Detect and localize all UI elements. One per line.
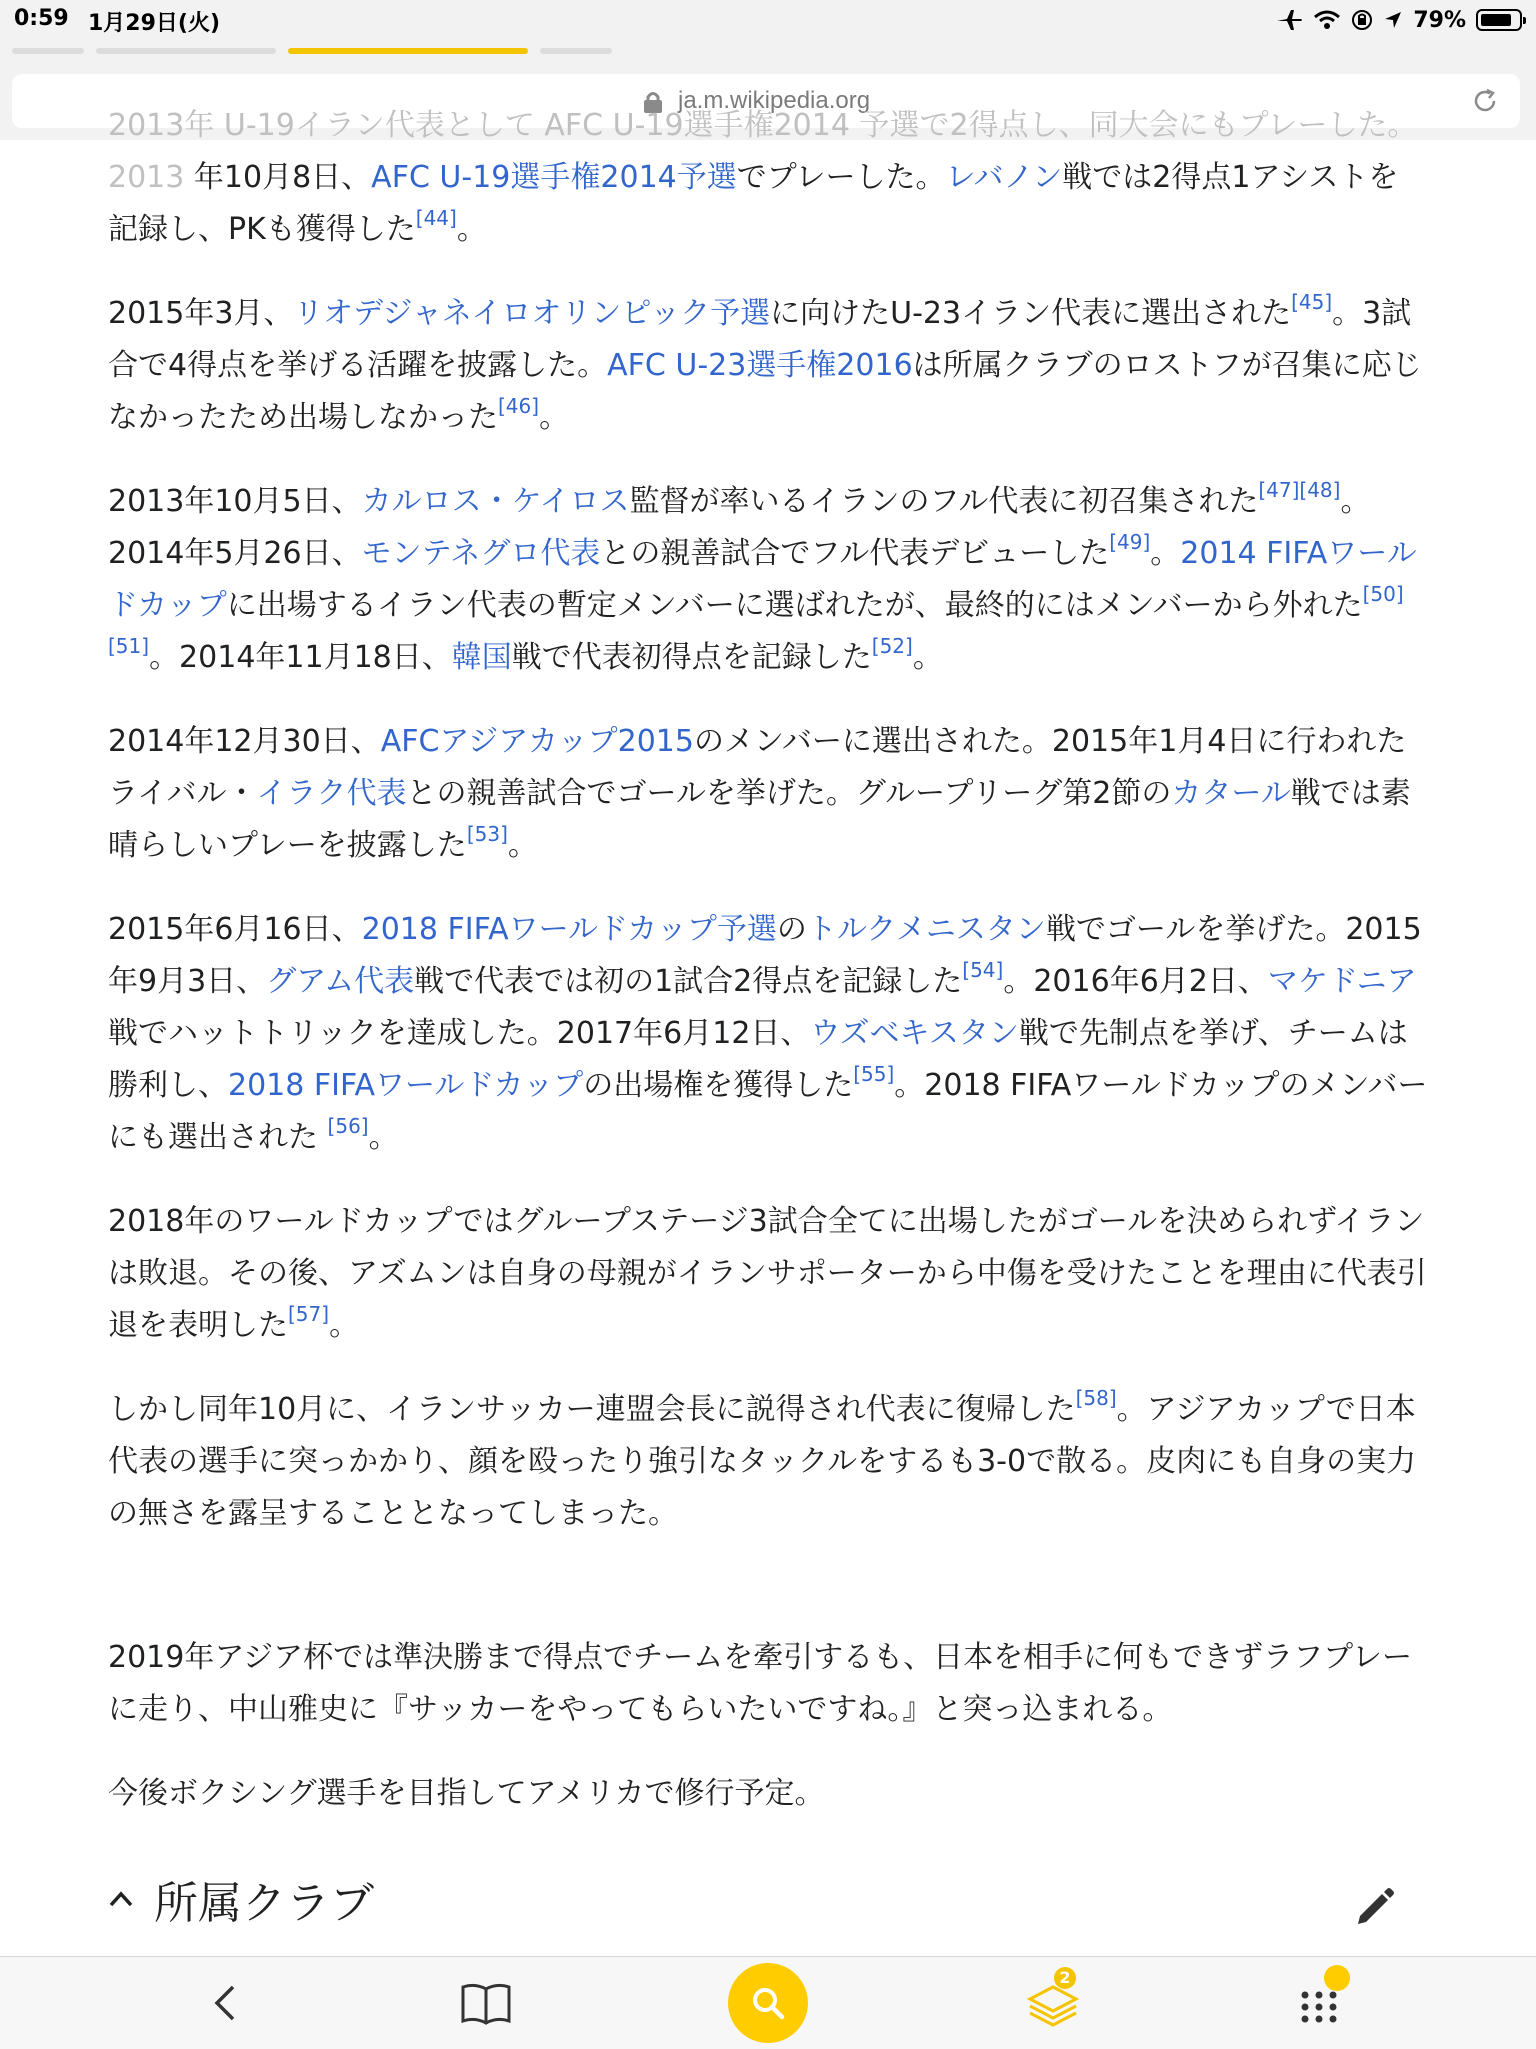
- text: 。: [368, 1120, 399, 1155]
- text: 。: [507, 828, 538, 863]
- text: 戦で代表初得点を記録した: [511, 640, 872, 675]
- text: 。: [456, 212, 487, 247]
- text: との親善試合でフル代表デビューした: [600, 536, 1110, 571]
- text: 。: [912, 640, 943, 675]
- tab-indicator[interactable]: [96, 48, 276, 54]
- link-asian-cup-2015[interactable]: AFCアジアカップ2015: [380, 724, 694, 759]
- text: 。2016年6月2日、: [1003, 964, 1268, 999]
- link-guam[interactable]: グアム代表: [266, 964, 415, 999]
- link-korea[interactable]: 韓国: [451, 640, 512, 675]
- text: 年10月8日、: [193, 160, 372, 195]
- status-bar: [0, 0, 1536, 40]
- article-paragraph: [108, 476, 1428, 684]
- reference-link[interactable]: [48]: [1299, 478, 1341, 502]
- text: 監督が率いるイランのフル代表に初召集された: [629, 484, 1259, 519]
- reference-link[interactable]: [57]: [288, 1302, 330, 1326]
- search-icon: [750, 1985, 786, 2021]
- spacer: [108, 1572, 1428, 1632]
- article-paragraph: [108, 1632, 1428, 1736]
- text: 。3試合で4得点を挙げる活躍を披露した。: [108, 296, 1412, 383]
- tab-indicator[interactable]: [12, 48, 84, 54]
- tab-indicator[interactable]: [540, 48, 612, 54]
- status-time: 0:59: [14, 6, 69, 31]
- text: 戦でゴールを挙げた。2015年9月3日、: [108, 912, 1422, 999]
- wifi-icon: [1313, 9, 1341, 31]
- bottom-toolbar: [0, 1956, 1536, 2049]
- article-paragraph: [108, 1384, 1428, 1540]
- reference-link[interactable]: [50]: [1362, 582, 1404, 606]
- status-date: 1月29日(火): [88, 11, 221, 36]
- link-montenegro[interactable]: モンテネグロ代表: [361, 536, 601, 571]
- orientation-lock-icon: [1351, 9, 1373, 31]
- article-body: [108, 108, 1428, 1940]
- text: の出場権を獲得した: [583, 1068, 854, 1103]
- airplane-icon: [1275, 8, 1303, 32]
- link-macedonia[interactable]: マケドニア: [1267, 964, 1417, 999]
- text: 。アジアカップで日本代表の選手に突っかかり、顔を殴ったり強引なタックルをするも3-0で散る。皮肉にも自身の実力の無さを露呈することとなってしまった。: [108, 1392, 1417, 1531]
- link-2018-wc-qualifiers[interactable]: 2018 FIFAワールドカップ予選: [361, 912, 777, 947]
- chevron-up-icon[interactable]: [108, 1890, 134, 1908]
- text: 2014年12月30日、: [108, 724, 381, 759]
- notification-dot: [1324, 1965, 1350, 1991]
- tab-strip: [0, 40, 1536, 64]
- text: 今後ボクシング選手を目指してアメリカで修行予定。: [108, 1776, 825, 1811]
- text: 。: [539, 400, 570, 435]
- tab-indicator-active[interactable]: [288, 48, 528, 54]
- reference-link[interactable]: [47]: [1258, 478, 1300, 502]
- search-button[interactable]: [728, 1957, 808, 2049]
- text: 2013年10月5日、: [108, 484, 362, 519]
- link-lebanon[interactable]: レバノン: [945, 160, 1063, 195]
- text: 2019年アジア杯では準決勝まで得点でチームを牽引するも、日本を相手に何もできずラフプレーに走り、中山雅史に『サッカーをやってもらいたいですね。』と突っ込まれる。: [108, 1640, 1412, 1727]
- link-qatar[interactable]: カタール: [1171, 776, 1291, 811]
- article-paragraph: [108, 288, 1428, 444]
- reload-icon[interactable]: [1470, 86, 1500, 116]
- reference-link[interactable]: [45]: [1291, 290, 1333, 314]
- status-right: [1275, 6, 1522, 34]
- reference-link[interactable]: [58]: [1075, 1386, 1117, 1410]
- back-button[interactable]: [190, 1957, 260, 2049]
- link-uzbekistan[interactable]: ウズベキスタン: [810, 1016, 1019, 1051]
- section-title: 所属クラブ: [154, 1878, 374, 1929]
- text: 2018年のワールドカップではグループステージ3試合全てに出場したがゴールを決められずイランは敗退。その後、アズムンは自身の母親がイランサポーターから中傷を受けたことを理由に代表引退を表明した: [108, 1204, 1427, 1343]
- battery-percent: 79%: [1413, 7, 1466, 33]
- tabs-count-badge: 2: [1054, 1967, 1076, 1989]
- text: 。2014年5月26日、: [108, 484, 1371, 571]
- text: 戦では素晴らしいプレーを披露した: [108, 776, 1411, 863]
- battery-icon: [1476, 9, 1522, 31]
- reference-link[interactable]: [55]: [853, 1062, 895, 1086]
- link-turkmenistan[interactable]: トルクメニスタン: [806, 912, 1046, 947]
- link-rio-olympics-qualifiers[interactable]: リオデジャネイロオリンピック予選: [293, 296, 771, 331]
- link-carlos-queiroz[interactable]: カルロス・ケイロス: [361, 484, 630, 519]
- text: 戦で先制点を挙げ、チームは勝利し、: [108, 1016, 1408, 1103]
- text: に出場するイラン代表の暫定メンバーに選ばれたが、最終的にはメンバーから外れた: [226, 588, 1363, 623]
- text: は所属クラブのロストフが召集に応じなかったため出場しなかった: [108, 348, 1422, 435]
- reference-link[interactable]: [52]: [871, 634, 913, 658]
- article-paragraph: [108, 904, 1428, 1164]
- tabs-button[interactable]: [1018, 1957, 1088, 2049]
- text: に向けたU-23イラン代表に選出された: [770, 296, 1292, 331]
- article-paragraph: [108, 100, 1428, 256]
- text: 。: [329, 1308, 360, 1343]
- edit-pencil-icon[interactable]: [1352, 1886, 1396, 1930]
- reference-link[interactable]: [56]: [327, 1114, 369, 1138]
- bookmarks-button[interactable]: [448, 1957, 524, 2049]
- link-afc-u23-2016[interactable]: AFC U-23選手権2016: [607, 348, 913, 383]
- text: の: [776, 912, 807, 947]
- text: でプレーした。: [736, 160, 946, 195]
- back-chevron-icon: [213, 1983, 237, 2023]
- book-icon: [459, 1981, 513, 2025]
- link-iraq[interactable]: イラク代表: [256, 776, 407, 811]
- location-icon: [1383, 10, 1403, 30]
- article-paragraph: [108, 716, 1428, 872]
- text: しかし同年10月に、イランサッカー連盟会長に説得され代表に復帰した: [108, 1392, 1076, 1427]
- article-paragraph: [108, 1196, 1428, 1352]
- reference-link[interactable]: [49]: [1109, 530, 1151, 554]
- text: 。2018 FIFAワールドカップのメンバーにも選出された: [108, 1068, 1428, 1155]
- text: 戦では2得点1アシストを記録し、PKも獲得した: [108, 160, 1399, 247]
- article-paragraph: [108, 1768, 1428, 1820]
- reference-link[interactable]: [46]: [498, 394, 540, 418]
- reference-link[interactable]: [44]: [415, 206, 457, 230]
- text: 2015年3月、: [108, 296, 294, 331]
- text: 2015年6月16日、: [108, 912, 362, 947]
- reference-link[interactable]: [53]: [466, 822, 508, 846]
- text: 戦で代表では初の1試合2得点を記録した: [414, 964, 963, 999]
- reference-link[interactable]: [51]: [108, 634, 150, 658]
- partial-line: 2013年 U-19イラン代表として AFC U-19選手権2014 予選で2得点し、同大会にもプレーした。2013: [108, 108, 1418, 195]
- section-header[interactable]: [108, 1864, 374, 1934]
- url-text[interactable]: ja.m.wikipedia.org: [678, 87, 871, 114]
- link-2014-world-cup[interactable]: 2014 FIFAワールドカップ: [108, 536, 1417, 623]
- link-2018-world-cup[interactable]: 2018 FIFAワールドカップ: [228, 1068, 584, 1103]
- text: のメンバーに選出された。2015年1月4日に行われたライバル・: [108, 724, 1407, 811]
- text: 。2014年11月18日、: [149, 640, 452, 675]
- apps-menu-button[interactable]: [1284, 1957, 1354, 2049]
- reference-link[interactable]: [54]: [962, 958, 1004, 982]
- link-afc-u19-qualifiers[interactable]: AFC U-19選手権2014予選: [371, 160, 737, 195]
- text: 。: [1150, 536, 1181, 571]
- text: 戦でハットトリックを達成した。2017年6月12日、: [108, 1016, 811, 1051]
- search-fab[interactable]: [728, 1963, 808, 2043]
- text: との親善試合でゴールを挙げた。グループリーグ第2節の: [406, 776, 1172, 811]
